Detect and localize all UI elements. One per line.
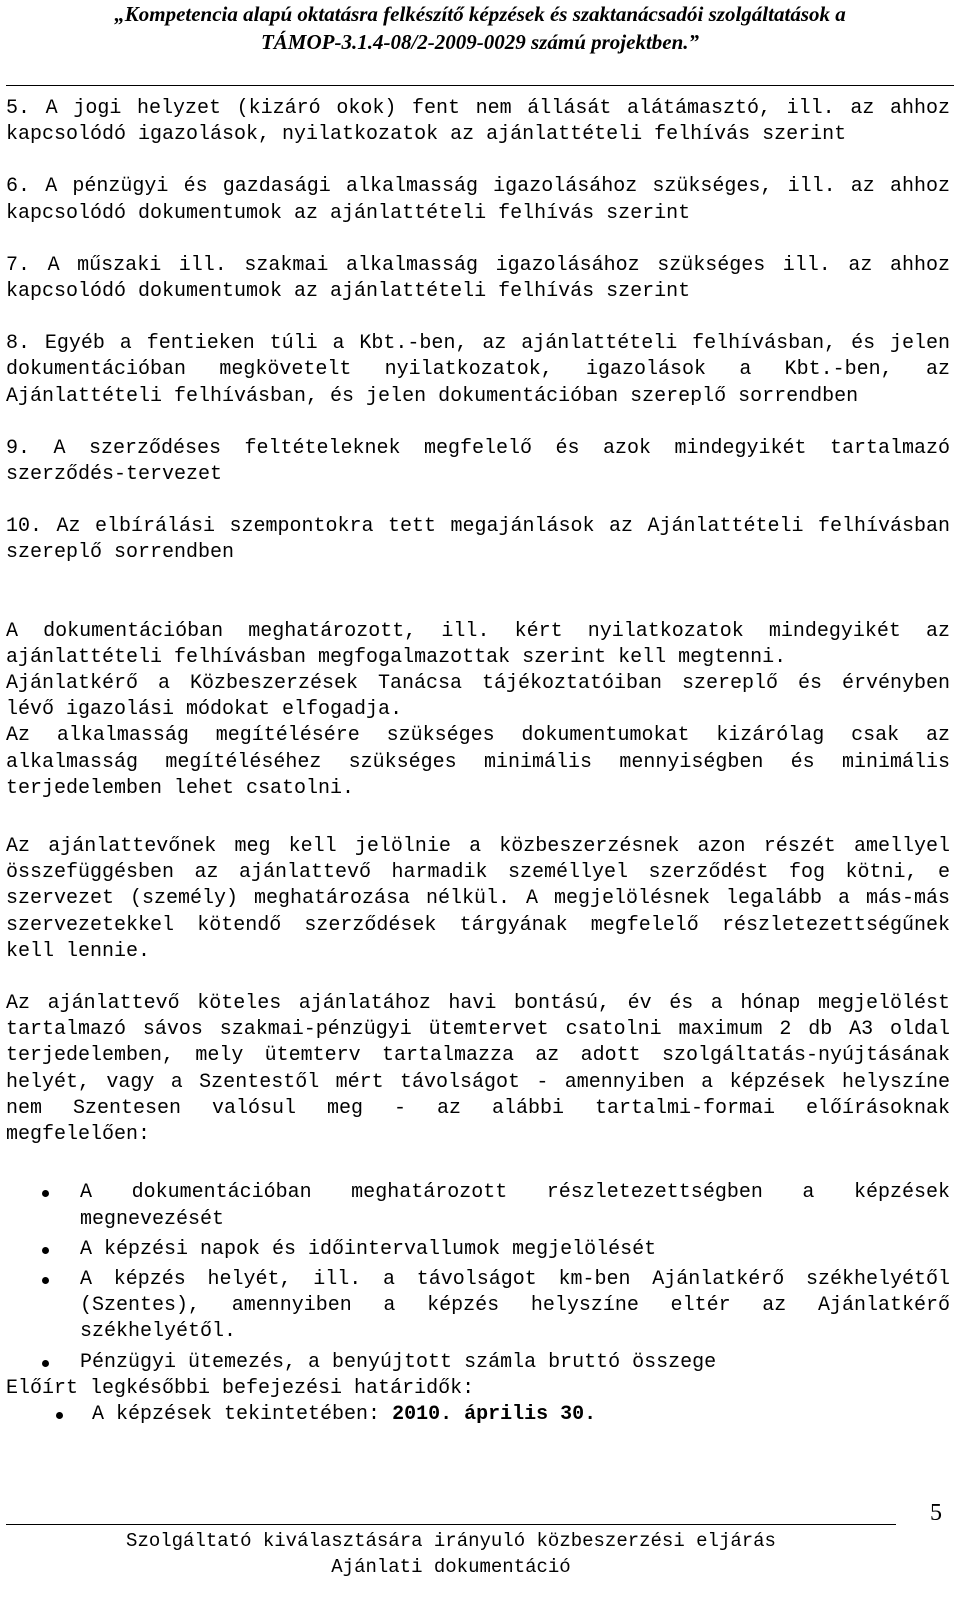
list-item (6, 1350, 950, 1376)
paragraph-subcontracting: Az ajánlattevőnek meg kell jelölnie a közbeszerzésnek azon részét amellyel összefüggésben az ajánlattevő harmadik személlyel szerződést fog kötni, e szervezet (személy) meghatározása nélkül. A megjelölésnek legalább a más-más szervezetekkel kötendő szerződések tárgyának megfelelő részletezettségűnek kell lennie. (6, 835, 950, 963)
deadline-label: A képzések tekintetében: (92, 1402, 393, 1426)
deadline-heading: Előírt legkésőbbi befejezési határidők: (6, 1376, 475, 1400)
schedule-requirements-list (6, 1180, 950, 1375)
page-header (6, 0, 954, 56)
list-item (6, 1180, 950, 1232)
list-item-9: 9. A szerződéses feltételeknek megfelelő és azok mindegyikét tartalmazó szerződés-tervezet (6, 436, 950, 487)
page-number: 5 (930, 1500, 942, 1526)
bullet-icon (42, 1277, 49, 1284)
paragraph-verification: Ajánlatkérő a Közbeszerzések Tanácsa tájékoztatóiban szereplő és érvényben lévő igazolási módokat elfogadja. (6, 672, 950, 722)
list-item-7: 7. A műszaki ill. szakmai alkalmasság igazolásához szükséges ill. az ahhoz kapcsolódó dokumentumok az ajánlattételi felhívás szerint (6, 253, 950, 304)
list-item (6, 1267, 950, 1346)
paragraph-attachments: Az alkalmasság megítélésére szükséges dokumentumokat kizárólag csak az alkalmasság megítéléséhez szükséges minimális mennyiségben és minimális terjedelemben lehet csatolni. (6, 724, 950, 800)
deadline-date: 2010. április 30. (392, 1402, 597, 1426)
document-body (6, 96, 950, 1432)
bullet-text: A dokumentációban meghatározott részletezettségben a képzések megnevezését (80, 1181, 950, 1231)
page-footer (6, 1528, 896, 1580)
bullet-icon (56, 1412, 63, 1419)
bullet-text: Pénzügyi ütemezés, a benyújtott számla bruttó összege (80, 1350, 717, 1374)
bullet-text: A képzés helyét, ill. a távolságot km-ben Ajánlatkérő székhelyétől (Szentes), amennyiben a képzés helyszíne eltér az Ajánlatkérő székhelyétől. (80, 1267, 950, 1344)
paragraph-statements: A dokumentációban meghatározott, ill. kért nyilatkozatok mindegyikét az ajánlattételi felhívásban megfogalmazottak szerint kell megtenni. (6, 619, 950, 669)
header-divider (6, 85, 954, 86)
paragraph-schedule: Az ajánlattevő köteles ajánlatához havi bontású, év és a hónap megjelölést tartalmazó sávos szakmai-pénzügyi ütemtervet csatolni maximum 2 db A3 oldal terjedelemben, mely ütemterv tartalmazza az adott szolgáltatás-nyújtásának helyét, vagy a Szentestől mért távolságot - amennyiben a képzések helyszíne nem Szentesen valósul meg - az alábbi tartalmi-formai előírásoknak megfelelően: (6, 992, 950, 1147)
footer-line-1: Szolgáltató kiválasztására irányuló közbeszerzési eljárás (126, 1530, 776, 1552)
list-item-5: 5. A jogi helyzet (kizáró okok) fent nem állását alátámasztó, ill. az ahhoz kapcsolódó igazolások, nyilatkozatok az ajánlattételi felhívás szerint (6, 97, 950, 147)
list-item-10: 10. Az elbírálási szempontokra tett megajánlások az Ajánlattételi felhívásban szereplő sorrendben (6, 515, 950, 565)
list-item-6: 6. A pénzügyi és gazdasági alkalmasság igazolásához szükséges, ill. az ahhoz kapcsolódó dokumentumok az ajánlattételi felhívás szerint (6, 175, 950, 225)
bullet-icon (42, 1360, 49, 1367)
bullet-text: A képzési napok és időintervallumok megjelölését (80, 1237, 657, 1261)
bullet-icon (42, 1190, 49, 1197)
header-line-1: „Kompetencia alapú oktatásra felkészítő képzések és szaktanácsadói szolgáltatások a (114, 2, 846, 26)
footer-divider (6, 1524, 896, 1525)
footer-line-2: Ajánlati dokumentáció (331, 1556, 571, 1578)
list-item (6, 1402, 950, 1428)
list-item-8: 8. Egyéb a fentieken túli a Kbt.-ben, az ajánlattételi felhívásban, és jelen dokumentációban megkövetelt nyilatkozatok, igazolások a Kbt.-ben, az Ajánlattételi felhívásban, és jelen dokumentációban szereplő sorrendben (6, 332, 950, 408)
bullet-icon (42, 1247, 49, 1254)
deadline-list (6, 1402, 950, 1428)
header-line-2: TÁMOP-3.1.4-08/2-2009-0029 számú projektben.” (260, 30, 700, 54)
list-item (6, 1237, 950, 1263)
